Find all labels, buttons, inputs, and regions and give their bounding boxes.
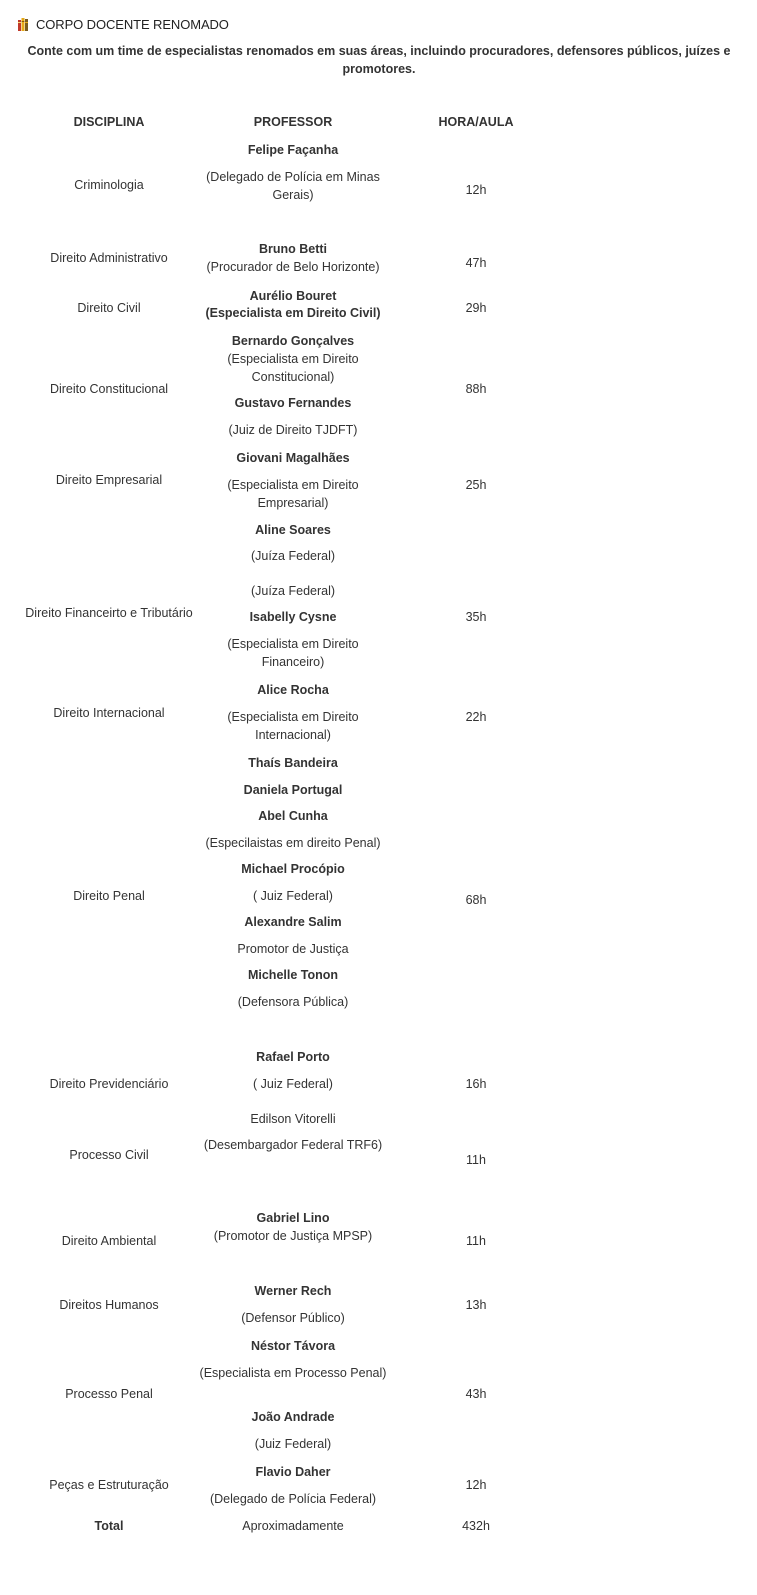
professor-role: (Juiz Federal) <box>254 1437 332 1451</box>
professor-role: Edilson Vitorelli <box>250 1112 336 1126</box>
professor-name: Gustavo Fernandes <box>234 396 352 410</box>
section-title: CORPO DOCENTE RENOMADO <box>36 16 229 32</box>
professor-role: (Especialista em Direito Internacional) <box>227 710 359 742</box>
professor-role: (Especialista em Processo Penal) <box>199 1366 387 1380</box>
hours-cell: 13h <box>465 1298 487 1312</box>
professor-name: Isabelly Cysne <box>249 610 337 624</box>
hours-cell: 88h <box>465 382 487 396</box>
hours-cell: 12h <box>465 183 487 197</box>
discipline-cell: Direito Administrativo <box>50 251 168 265</box>
professor-role: (Especilaistas em direito Penal) <box>205 836 381 850</box>
professor-role: (Especialista em Direito Empresarial) <box>227 478 359 510</box>
professor-name: Aurélio Bouret <box>249 289 337 303</box>
professor-role: (Juíza Federal) <box>250 584 336 598</box>
section-subtitle: Conte com um time de especialistas renomados em suas áreas, incluindo procuradores, defensores públicos, juízes e promotores. <box>27 44 731 76</box>
total-label: Total <box>94 1519 124 1533</box>
discipline-cell: Direitos Humanos <box>59 1298 159 1312</box>
hours-cell: 68h <box>465 893 487 907</box>
professor-role: (Delegado de Polícia Federal) <box>209 1492 377 1506</box>
hours-cell: 11h <box>466 1153 486 1167</box>
header-professor: PROFESSOR <box>253 115 333 129</box>
professor-role: (Procurador de Belo Horizonte) <box>206 260 380 274</box>
professor-name: Alexandre Salim <box>244 915 342 929</box>
professor-role: ( Juiz Federal) <box>253 1077 333 1091</box>
professor-name: Daniela Portugal <box>243 783 343 797</box>
discipline-cell: Criminologia <box>74 178 144 192</box>
professor-role: (Delegado de Polícia em Minas Gerais) <box>206 170 380 202</box>
discipline-cell: Direito Previdenciário <box>49 1077 169 1091</box>
total-professor: Aproximadamente <box>242 1519 344 1533</box>
professor-role: (Defensor Público) <box>241 1311 345 1325</box>
discipline-cell: Direito Penal <box>73 889 145 903</box>
discipline-cell: Direito Civil <box>77 301 141 315</box>
hours-cell: 12h <box>465 1478 487 1492</box>
books-icon <box>18 18 30 31</box>
professor-name: Gabriel Lino <box>256 1211 330 1225</box>
hours-cell: 35h <box>465 610 487 624</box>
professor-role: (Defensora Pública) <box>237 995 349 1009</box>
discipline-cell: Direito Ambiental <box>61 1234 157 1248</box>
hours-cell: 47h <box>465 256 487 270</box>
section-header <box>18 16 229 32</box>
professor-name: Felipe Façanha <box>247 143 339 157</box>
hours-cell: 29h <box>465 301 487 315</box>
professor-role: (Juíza Federal) <box>250 549 336 563</box>
professor-name: Flavio Daher <box>255 1465 331 1479</box>
discipline-cell: Processo Penal <box>65 1387 153 1401</box>
professor-role: (Promotor de Justiça MPSP) <box>213 1229 373 1243</box>
professor-name: Néstor Távora <box>250 1339 336 1353</box>
professor-role: Promotor de Justiça <box>237 942 349 956</box>
discipline-cell: Direito Empresarial <box>55 473 163 487</box>
professor-role: (Especialista em Direito Financeiro) <box>227 637 359 669</box>
professor-name: Aline Soares <box>255 523 331 537</box>
professor-name: Bruno Betti <box>258 242 328 256</box>
professor-name: Giovani Magalhães <box>236 451 350 465</box>
professor-role: (Juiz de Direito TJDFT) <box>228 423 358 437</box>
discipline-cell: Direito Internacional <box>53 706 165 720</box>
hours-cell: 43h <box>465 1387 487 1401</box>
total-hours: 432h <box>462 1519 490 1533</box>
professor-name: Michelle Tonon <box>247 968 339 982</box>
professor-name: (Especialista em Direito Civil) <box>205 306 381 320</box>
discipline-cell: Peças e Estruturação <box>49 1478 169 1492</box>
professor-name: Bernardo Gonçalves <box>231 334 355 348</box>
discipline-cell: Processo Civil <box>69 1148 149 1162</box>
discipline-cell: Direito Constitucional <box>49 382 169 396</box>
discipline-cell: Direito Financeirto e Tributário <box>25 606 193 620</box>
professor-name: Rafael Porto <box>256 1050 330 1064</box>
professor-name: Thaís Bandeira <box>248 756 338 770</box>
professor-name: Alice Rocha <box>257 683 329 697</box>
professor-name: Michael Procópio <box>241 862 345 876</box>
hours-cell: 11h <box>466 1234 486 1248</box>
professor-name: João Andrade <box>251 1410 335 1424</box>
hours-cell: 22h <box>465 710 487 724</box>
header-discipline: DISCIPLINA <box>73 115 145 129</box>
professor-name: Werner Rech <box>254 1284 332 1298</box>
professor-name: Abel Cunha <box>258 809 328 823</box>
header-hours: HORA/AULA <box>438 115 514 129</box>
hours-cell: 16h <box>465 1077 487 1091</box>
professor-role: (Desembargador Federal TRF6) <box>203 1138 383 1152</box>
professor-role: ( Juiz Federal) <box>253 889 333 903</box>
professor-role: (Especialista em Direito Constitucional) <box>227 352 359 384</box>
hours-cell: 25h <box>465 478 487 492</box>
